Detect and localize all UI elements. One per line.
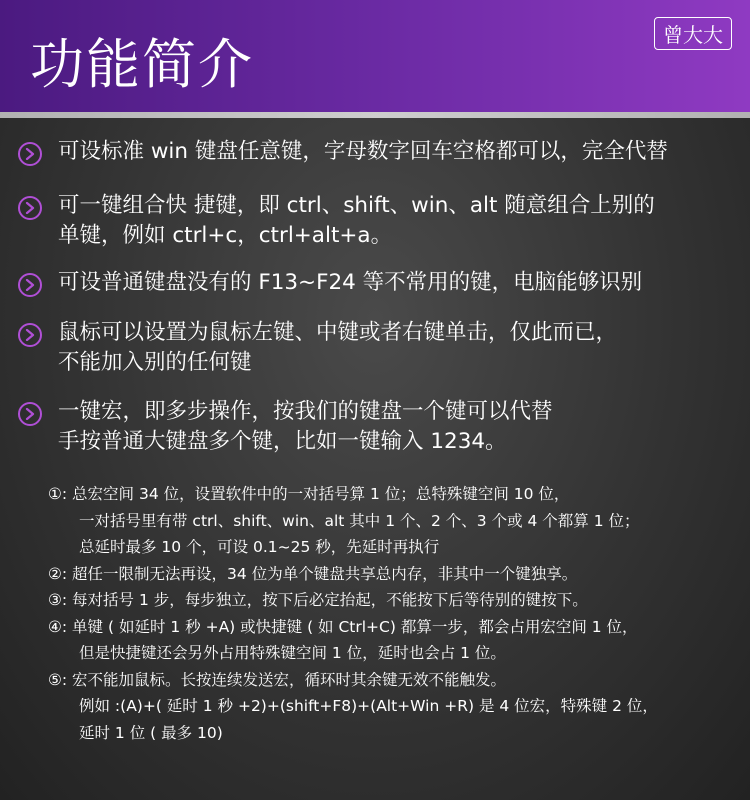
note-line: ①: 总宏空间 34 位，设置软件中的一对括号算 1 位；总特殊键空间 10 位， [48,485,570,503]
header-divider [0,112,750,118]
feature-text: 鼠标可以设置为鼠标左键、中键或者右键单击，仅此而已， [58,320,618,345]
brand-badge: 曾大大 [654,17,732,50]
feature-text: 可设标准 win 键盘任意键，字母数字回车空格都可以，完全代替 [58,139,668,164]
chevron-right-circle-icon [18,273,42,297]
header-banner [0,0,750,112]
note-line: 总延时最多 10 个，可设 0.1~25 秒，先延时再执行 [79,538,440,556]
feature-item-2 [18,191,738,251]
feature-item-1 [18,137,738,167]
note-line: 延时 1 位 ( 最多 10) [79,723,223,742]
chevron-right-circle-icon [18,196,42,220]
feature-text: 单键，例如 ctrl+c，ctrl+alt+a。 [58,223,393,248]
feature-text: 不能加入别的任何键 [58,350,252,375]
note-line: ③: 每对括号 1 步，每步独立，按下后必定抬起，不能按下后等待别的键按下。 [48,591,588,609]
chevron-right-circle-icon [18,323,42,347]
notes-section [48,481,738,746]
page-title: 功能简介 [30,33,254,96]
chevron-right-circle-icon [18,142,42,166]
note-line: ⑤: 宏不能加鼠标。长按连续发送宏，循环时其余键无效不能触发。 [48,670,507,689]
note-line: ②: 超任一限制无法再设，34 位为单个键盘共享总内存，非其中一个键独享。 [48,564,578,583]
feature-text: 一键宏，即多步操作，按我们的键盘一个键可以代替 [58,399,553,424]
feature-item-5 [18,397,738,457]
feature-item-4 [18,318,738,378]
chevron-right-circle-icon [18,402,42,426]
feature-item-3 [18,268,738,298]
feature-text: 可一键组合快 捷键，即 ctrl、shift、win、alt 随意组合上别的 [58,193,655,218]
feature-text: 可设普通键盘没有的 F13~F24 等不常用的键，电脑能够识别 [58,270,643,295]
note-line: ④: 单键 ( 如延时 1 秒 +A) 或快捷键 ( 如 Ctrl+C) 都算一步，都会占用宏空间 1 位， [48,617,638,636]
note-line: 一对括号里有带 ctrl、shift、win、alt 其中 1 个、2 个、3 个或 4 个都算 1 位； [79,511,640,530]
note-line: 例如 :(A)+( 延时 1 秒 +2)+(shift+F8)+(Alt+Win +R) 是 4 位宏，特殊键 2 位， [79,697,658,715]
feature-text: 手按普通大键盘多个键，比如一键输入 1234。 [58,429,507,454]
note-line: 但是快捷键还会另外占用特殊键空间 1 位，延时也会占 1 位。 [79,644,506,662]
